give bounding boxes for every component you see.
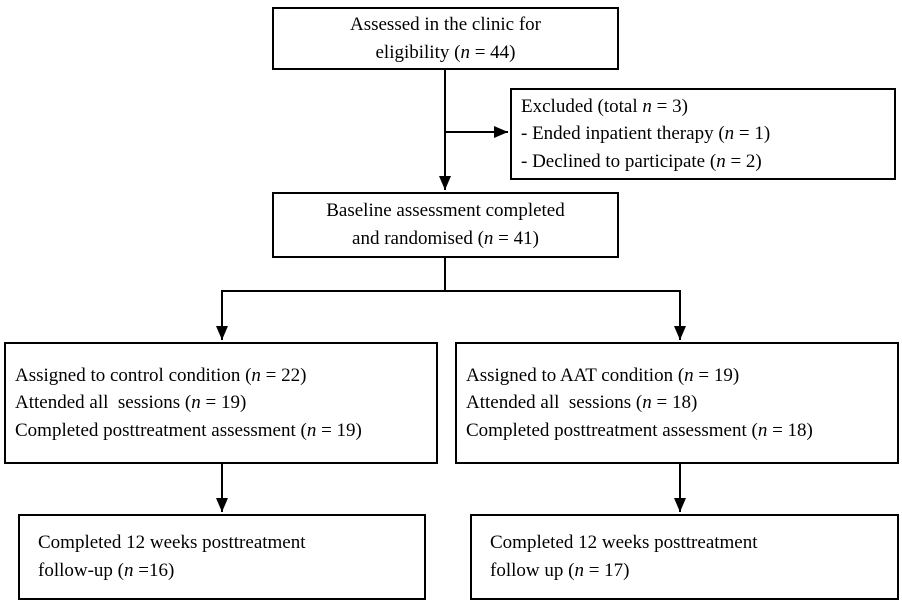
box-text-line: - Ended inpatient therapy (n = 1) (521, 123, 771, 145)
box-text-line: Assigned to control condition (n = 22) (15, 364, 307, 386)
box-text-line: follow up (n = 17) (490, 560, 630, 581)
box-excluded (510, 88, 896, 180)
box-text-line: eligibility (n = 44) (375, 41, 516, 63)
box-text-line: Assigned to AAT condition (n = 19) (466, 364, 740, 386)
box-text-line: Excluded (total n = 3) (521, 95, 688, 117)
box-text-line: Attended all sessions (n = 18) (466, 392, 698, 414)
box-baseline-randomised (272, 192, 619, 258)
box-text-line: Completed 12 weeks posttreatment (38, 532, 306, 554)
box-text-line: - Declined to participate (n = 2) (521, 150, 762, 172)
box-aat-condition (455, 342, 899, 464)
box-text-line: follow-up (n =16) (38, 560, 175, 581)
box-text-line: and randomised (n = 41) (352, 228, 539, 249)
box-aat-followup (470, 514, 899, 600)
box-text-line: Assessed in the clinic for (349, 13, 541, 35)
box-control-condition (4, 342, 438, 464)
box-text-line: Completed 12 weeks posttreatment (490, 532, 758, 554)
box-text-line: Baseline assessment completed (326, 200, 565, 222)
box-control-followup (18, 514, 426, 600)
box-text-line: Completed posttreatment assessment (n = 19) (15, 419, 362, 441)
box-assessed-eligibility (272, 7, 619, 70)
box-text-line: Completed posttreatment assessment (n = 18) (466, 419, 813, 441)
box-text-line: Attended all sessions (n = 19) (15, 392, 247, 414)
